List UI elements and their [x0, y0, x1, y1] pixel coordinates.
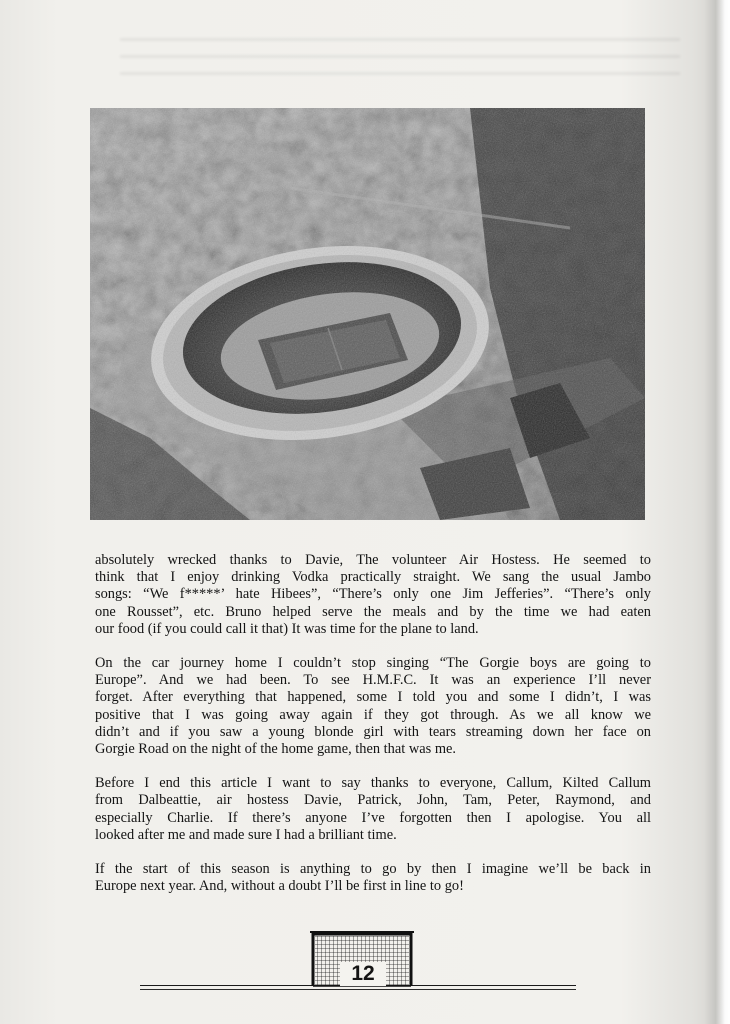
text-line: one Rousset”, etc. Bruno helped serve the meals and by the time we had eaten [95, 603, 651, 620]
paragraph-4 [95, 861, 651, 895]
text-line: If the start of this season is anything to go by then I imagine we’ll be back in [95, 861, 651, 878]
text-line: songs: “We f*****’ hate Hibees”, “There’s only one Jim Jefferies”. “There’s only [95, 586, 651, 603]
footer-rule-thin [140, 989, 576, 990]
page-footer [140, 926, 576, 996]
paragraph-1 [95, 552, 651, 638]
text-line: On the car journey home I couldn’t stop singing “The Gorgie boys are going to [95, 655, 651, 672]
text-line: looked after me and made sure I had a brilliant time. [95, 826, 397, 843]
show-through-text [120, 38, 680, 88]
text-line: Gorgie Road on the night of the home game, then that was me. [95, 741, 457, 758]
text-line: think that I enjoy drinking Vodka practically straight. We sang the usual Jambo [95, 569, 651, 586]
text-line: especially Charlie. If there’s anyone I’ve forgotten then I apologise. You all [95, 809, 651, 826]
stadium-aerial-photo [90, 108, 645, 520]
text-line: Europe”. And we had been. To see H.M.F.C. It was an experience I’ll never [95, 672, 651, 689]
page-number: 12 [340, 962, 386, 986]
page-edge-shadow [704, 0, 730, 1024]
text-line: absolutely wrecked thanks to Davie, The volunteer Air Hostess. He seemed to [95, 552, 651, 568]
article-body [95, 552, 651, 912]
text-line: positive that I was going away again if they got through. As we all know we [95, 706, 651, 723]
paragraph-3 [95, 775, 651, 844]
text-line: didn’t and if you saw a young blonde girl with tears streaming down her face on [95, 723, 651, 740]
paragraph-2 [95, 655, 651, 758]
text-line: our food (if you could call it that) It was time for the plane to land. [95, 620, 479, 637]
text-line: from Dalbeattie, air hostess Davie, Patrick, John, Tam, Peter, Raymond, and [95, 792, 651, 809]
text-line: Europe next year. And, without a doubt I’ll be first in line to go! [95, 878, 464, 895]
text-line: Before I end this article I want to say thanks to everyone, Callum, Kilted Callum [95, 775, 651, 792]
text-line: forget. After everything that happened, some I told you and some I didn’t, I was [95, 689, 651, 706]
